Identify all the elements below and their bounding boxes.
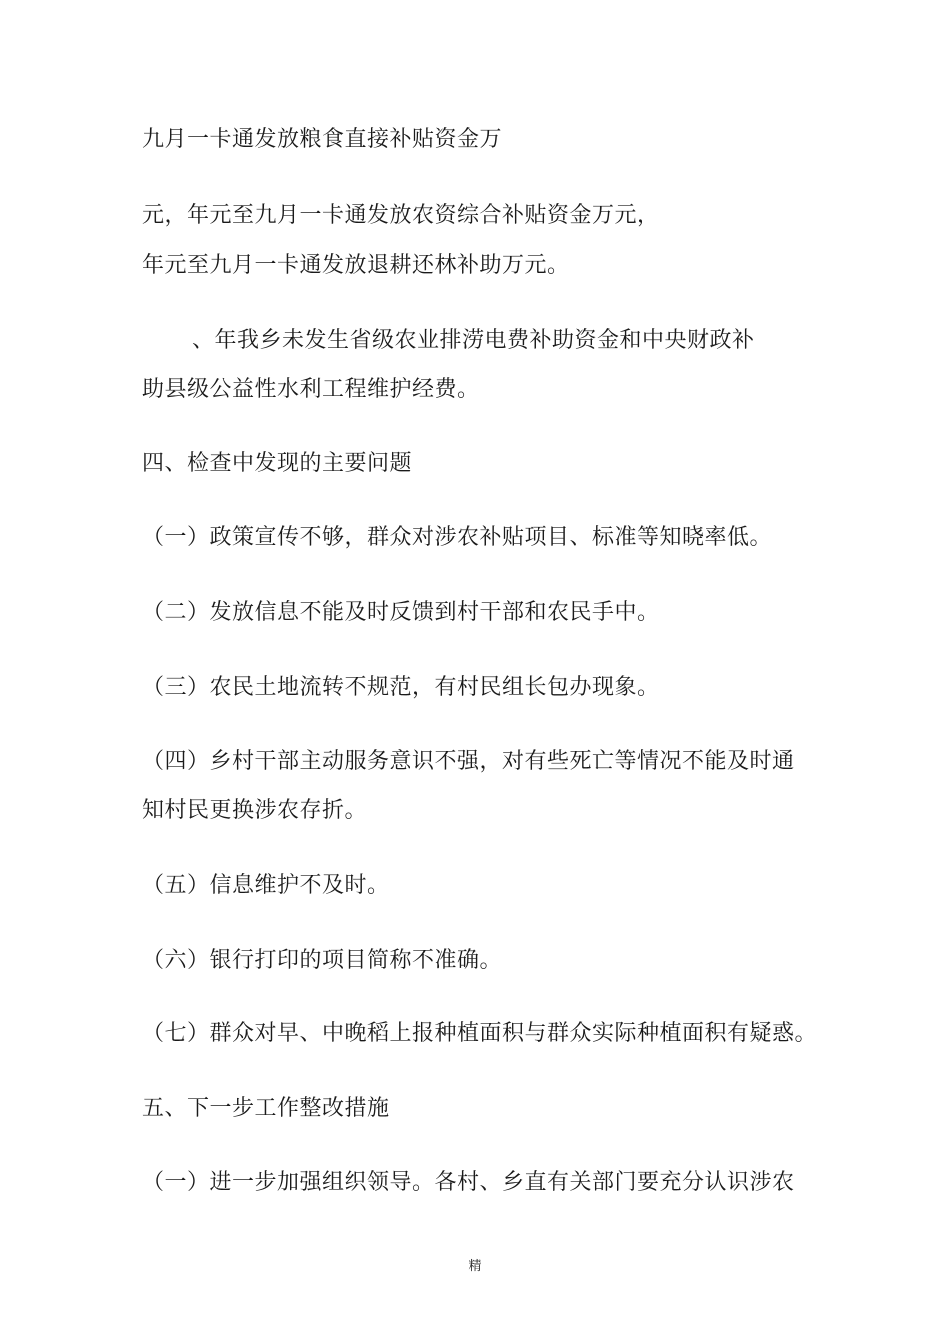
list-item: （一）政策宣传不够，群众对涉农补贴项目、标准等知晓率低。 xyxy=(142,525,773,550)
text-line: 年元至九月一卡通发放退耕还林补助万元。 xyxy=(142,253,570,278)
list-item: （一）进一步加强组织领导。各村、乡直有关部门要充分认识涉农 xyxy=(142,1170,795,1195)
section-heading: 四、检查中发现的主要问题 xyxy=(142,451,413,476)
section-heading: 五、下一步工作整改措施 xyxy=(142,1096,390,1121)
list-item: （三）农民土地流转不规范，有村民组长包办现象。 xyxy=(142,675,660,700)
list-item: （六）银行打印的项目简称不准确。 xyxy=(142,948,503,973)
text-line: 元，年元至九月一卡通发放农资综合补贴资金万元， xyxy=(142,203,660,228)
list-item: （四）乡村干部主动服务意识不强，对有些死亡等情况不能及时通 xyxy=(142,749,795,774)
list-item: （二）发放信息不能及时反馈到村干部和农民手中。 xyxy=(142,600,660,625)
text-line: 知村民更换涉农存折。 xyxy=(142,798,368,823)
text-line: 九月一卡通发放粮食直接补贴资金万 xyxy=(142,127,503,152)
text-line: 助县级公益性水利工程维护经费。 xyxy=(142,377,480,402)
list-item: （七）群众对早、中晚稻上报种植面积与群众实际种植面积有疑惑。 xyxy=(142,1021,818,1046)
text-line: 、年我乡未发生省级农业排涝电费补助资金和中央财政补 xyxy=(192,328,755,353)
page-footer: 精 xyxy=(468,1259,482,1274)
list-item: （五）信息维护不及时。 xyxy=(142,873,390,898)
